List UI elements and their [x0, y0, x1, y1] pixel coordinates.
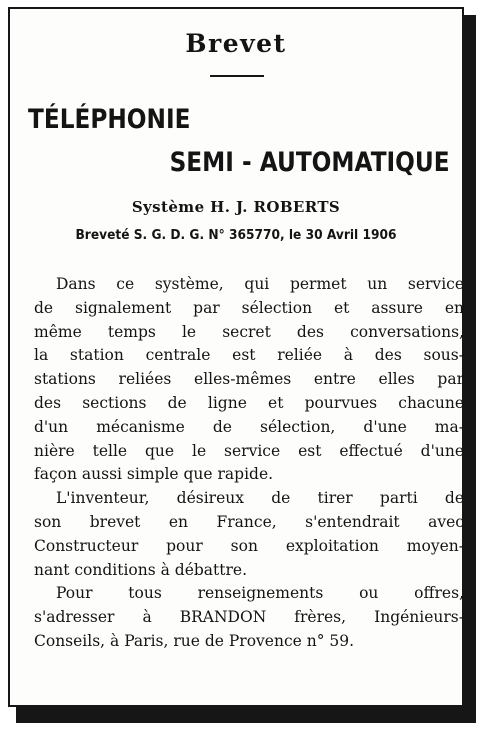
notice-header: Brevet — [185, 29, 287, 58]
body-line: s'adresser à BRANDON frères, Ingénieurs- — [34, 608, 464, 627]
paragraph-description — [34, 273, 464, 487]
header-rule — [210, 75, 264, 77]
notice-body — [34, 273, 464, 654]
body-line: son brevet en France, s'entendrait avec — [34, 512, 464, 531]
system-name: Système H. J. ROBERTS — [131, 198, 341, 216]
notice-box — [8, 7, 464, 707]
body-line: d'un mécanisme de sélection, d'une ma- — [34, 417, 464, 436]
body-line: stations reliées elles-mêmes entre elles par — [34, 370, 464, 389]
paragraph-inventor — [34, 487, 464, 582]
body-line: L'inventeur, désireux de tirer parti de — [56, 489, 464, 508]
body-line: Conseils, à Paris, rue de Provence n° 59. — [34, 631, 355, 650]
body-line: de signalement par sélection et assure en — [34, 298, 464, 317]
body-line: des sections de ligne et pourvues chacune — [34, 393, 464, 412]
title-line-2: SEMI - AUTOMATIQUE — [169, 147, 450, 178]
body-line: nière telle que le service est effectué d'une — [34, 441, 464, 460]
body-line: même temps le secret des conversations, — [34, 322, 464, 341]
body-line: Constructeur pour son exploitation moyen- — [34, 536, 464, 555]
title-line-1: TÉLÉPHONIE — [28, 104, 191, 135]
body-line: nant conditions à débattre. — [34, 560, 248, 579]
body-line: la station centrale est reliée à des sous- — [34, 346, 464, 365]
paragraph-contact — [34, 582, 464, 653]
patent-reference: Breveté S. G. D. G. N° 365770, le 30 Avril 1906 — [75, 228, 397, 243]
body-line: Pour tous renseignements ou offres, — [56, 584, 464, 603]
body-line: Dans ce système, qui permet un service — [56, 275, 464, 293]
body-line: façon aussi simple que rapide. — [34, 465, 274, 484]
